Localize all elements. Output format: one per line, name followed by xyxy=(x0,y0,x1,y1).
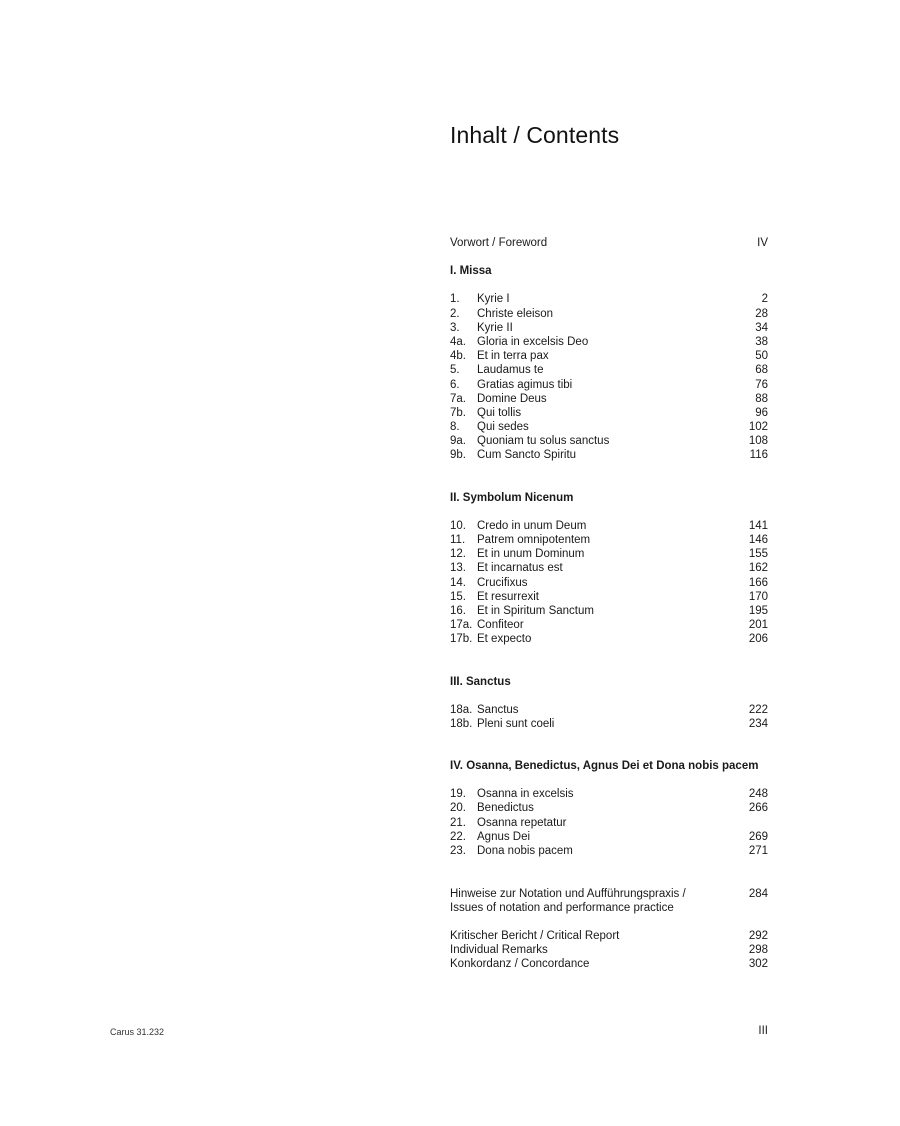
toc-entry[interactable] xyxy=(450,618,768,632)
appendix-list xyxy=(450,929,768,972)
toc-entry-title: Credo in unum Deum xyxy=(477,519,587,532)
toc-entry-title: Confiteor xyxy=(477,619,524,632)
toc-entry-title: Individual Remarks xyxy=(450,943,548,956)
section-list-missa xyxy=(450,292,768,462)
toc-entry-page: 206 xyxy=(748,633,768,646)
toc-entry-page: 28 xyxy=(755,307,768,320)
toc-entry-page: 76 xyxy=(755,378,768,391)
toc-entry[interactable] xyxy=(450,830,768,844)
toc-entry-page: 141 xyxy=(748,519,768,532)
toc-entry[interactable] xyxy=(450,378,768,392)
toc-entry-page: 108 xyxy=(748,435,768,448)
toc-entry-page: 162 xyxy=(748,562,768,575)
footer-page-number: III xyxy=(758,1025,768,1037)
toc-entry[interactable] xyxy=(450,801,768,815)
toc-entry-title: Kritischer Bericht / Critical Report xyxy=(450,929,620,942)
toc-entry-page: 298 xyxy=(748,943,768,956)
toc-entry-page: 269 xyxy=(748,830,768,843)
toc-entry-title: Et in unum Dominum xyxy=(477,548,585,561)
toc-entry[interactable] xyxy=(450,703,768,717)
toc-entry-title: Qui tollis xyxy=(477,406,522,419)
toc-entry-page: 146 xyxy=(748,534,768,546)
toc-entry-page: 284 xyxy=(748,888,768,901)
toc-entry[interactable] xyxy=(450,816,768,830)
toc-entry-title: Et incarnatus est xyxy=(477,562,563,575)
toc-entry[interactable] xyxy=(450,363,768,377)
toc-entry-number: 23. xyxy=(450,845,466,857)
toc-entry-page: 96 xyxy=(755,406,768,419)
section-list-symbolum xyxy=(450,519,768,647)
toc-entry-number: 17b. xyxy=(450,633,473,646)
toc-entry-number: 7a. xyxy=(450,392,466,405)
toc-entry[interactable] xyxy=(450,943,768,957)
page-title: Inhalt / Contents xyxy=(450,122,620,148)
toc-entry-page: 2 xyxy=(761,293,768,306)
toc-entry-title: Quoniam tu solus sanctus xyxy=(477,435,610,448)
toc-entry-page: 195 xyxy=(748,604,768,617)
toc-entry-page: 88 xyxy=(755,392,768,405)
toc-entry-number: 1. xyxy=(450,293,460,306)
toc-entry-title: Domine Deus xyxy=(477,392,547,405)
toc-entry-number: 19. xyxy=(450,788,466,801)
toc-entry-page: 201 xyxy=(748,619,768,632)
toc-entry[interactable] xyxy=(450,519,768,533)
toc-entry-title: Osanna in excelsis xyxy=(477,788,574,801)
toc-entry-page: 166 xyxy=(748,576,768,589)
toc-entry-number: 15. xyxy=(450,590,466,603)
toc-entry[interactable] xyxy=(450,349,768,363)
toc-entry-number: 9a. xyxy=(450,435,466,448)
table-of-contents xyxy=(450,236,768,971)
toc-entry[interactable] xyxy=(450,292,768,306)
toc-entry-number: 3. xyxy=(450,321,460,334)
toc-entry-title-line2: Issues of notation and performance practice xyxy=(450,902,674,915)
toc-entry-title: Vorwort / Foreword xyxy=(450,237,548,249)
toc-entry-title xyxy=(450,887,738,915)
toc-entry-number: 11. xyxy=(450,534,466,546)
toc-entry-title: Gloria in excelsis Deo xyxy=(477,335,589,348)
toc-entry-page: 234 xyxy=(748,717,768,730)
toc-foreword[interactable] xyxy=(450,236,768,250)
toc-entry[interactable] xyxy=(450,321,768,335)
toc-entry-title: Cum Sancto Spiritu xyxy=(477,449,577,462)
toc-entry-number: 5. xyxy=(450,364,460,377)
toc-entry[interactable] xyxy=(450,335,768,349)
section-heading: I. Missa xyxy=(450,265,492,278)
toc-entry-page: 38 xyxy=(755,335,768,348)
toc-entry-page: 292 xyxy=(748,929,768,942)
toc-entry-page: 222 xyxy=(748,703,768,716)
toc-entry-number: 10. xyxy=(450,519,466,532)
toc-entry-title: Kyrie II xyxy=(477,321,513,334)
toc-entry-number: 18a. xyxy=(450,703,473,716)
toc-entry-title: Konkordanz / Concordance xyxy=(450,957,590,970)
toc-entry[interactable] xyxy=(450,929,768,943)
toc-entry[interactable] xyxy=(450,392,768,406)
toc-entry-title: Patrem omnipotentem xyxy=(477,534,591,546)
toc-entry-page: 302 xyxy=(748,957,768,970)
toc-entry-title: Agnus Dei xyxy=(477,830,531,843)
toc-entry-number: 16. xyxy=(450,604,466,617)
toc-entry[interactable] xyxy=(450,406,768,420)
toc-entry-title: Sanctus xyxy=(477,703,519,716)
toc-entry[interactable] xyxy=(450,448,768,462)
toc-entry-title: Crucifixus xyxy=(477,576,528,589)
toc-entry-number: 17a. xyxy=(450,619,473,632)
toc-entry-page: 68 xyxy=(755,364,768,377)
toc-entry[interactable] xyxy=(450,844,768,858)
toc-entry[interactable] xyxy=(450,590,768,604)
toc-entry-number: 14. xyxy=(450,576,466,589)
footer-catalog-number: Carus 31.232 xyxy=(110,1027,165,1037)
toc-entry-number: 4a. xyxy=(450,335,466,348)
toc-entry-title: Osanna repetatur xyxy=(477,816,567,829)
toc-entry-number: 22. xyxy=(450,830,466,843)
toc-notes-entry[interactable] xyxy=(450,887,768,915)
toc-entry[interactable] xyxy=(450,632,768,646)
toc-entry-title: Qui sedes xyxy=(477,421,529,434)
toc-entry[interactable] xyxy=(450,307,768,321)
toc-entry-page: 50 xyxy=(755,350,768,363)
toc-entry-title: Et expecto xyxy=(477,633,532,646)
section-heading: IV. Osanna, Benedictus, Agnus Dei et Dona nobis pacem xyxy=(450,760,759,773)
section-heading: II. Symbolum Nicenum xyxy=(450,491,574,504)
toc-entry-title: Et in terra pax xyxy=(477,350,549,363)
toc-entry[interactable] xyxy=(450,561,768,575)
toc-entry-page: 116 xyxy=(749,449,768,462)
toc-entry[interactable] xyxy=(450,787,768,801)
toc-entry-title: Laudamus te xyxy=(477,364,544,377)
toc-entry[interactable] xyxy=(450,533,768,547)
toc-entry-page: 248 xyxy=(748,788,768,801)
toc-entry-number: 21. xyxy=(450,816,466,829)
toc-entry-page: 271 xyxy=(748,845,768,857)
toc-entry-page: IV xyxy=(757,237,768,249)
section-heading: III. Sanctus xyxy=(450,675,511,688)
toc-entry-number: 18b. xyxy=(450,717,473,730)
toc-entry[interactable] xyxy=(450,420,768,434)
section-list-sanctus xyxy=(450,703,768,731)
toc-entry[interactable] xyxy=(450,957,768,971)
toc-entry-title: Pleni sunt coeli xyxy=(477,717,555,730)
toc-entry-title: Et in Spiritum Sanctum xyxy=(477,604,594,617)
toc-entry-number: 2. xyxy=(450,307,460,320)
toc-entry-title: Dona nobis pacem xyxy=(477,845,573,857)
toc-entry-page: 102 xyxy=(748,421,768,434)
toc-entry-page: 155 xyxy=(748,548,768,561)
toc-entry-page: 266 xyxy=(748,802,768,815)
toc-entry[interactable] xyxy=(450,576,768,590)
toc-entry-number: 12. xyxy=(450,548,466,561)
toc-entry-number: 20. xyxy=(450,802,466,815)
toc-entry[interactable] xyxy=(450,434,768,448)
toc-entry-page xyxy=(738,816,768,830)
toc-entry[interactable] xyxy=(450,717,768,731)
toc-entry-title: Gratias agimus tibi xyxy=(477,378,573,391)
toc-entry-number: 8. xyxy=(450,421,460,434)
toc-entry-title: Christe eleison xyxy=(477,307,554,320)
toc-entry-number: 9b. xyxy=(450,449,466,462)
toc-entry-number: 6. xyxy=(450,378,460,391)
toc-entry-page: 34 xyxy=(755,321,768,334)
section-list-osanna xyxy=(450,787,768,858)
toc-entry-number: 13. xyxy=(450,562,466,575)
toc-entry-title: Benedictus xyxy=(477,802,534,815)
toc-entry-number: 7b. xyxy=(450,406,466,419)
toc-entry-title: Et resurrexit xyxy=(477,590,539,603)
toc-entry-title: Kyrie I xyxy=(477,293,510,306)
toc-entry-title-line1: Hinweise zur Notation und Aufführungspraxis / xyxy=(450,888,686,901)
toc-entry-number: 4b. xyxy=(450,350,466,363)
toc-entry-page: 170 xyxy=(748,590,768,603)
toc-entry[interactable] xyxy=(450,604,768,618)
toc-entry[interactable] xyxy=(450,547,768,561)
